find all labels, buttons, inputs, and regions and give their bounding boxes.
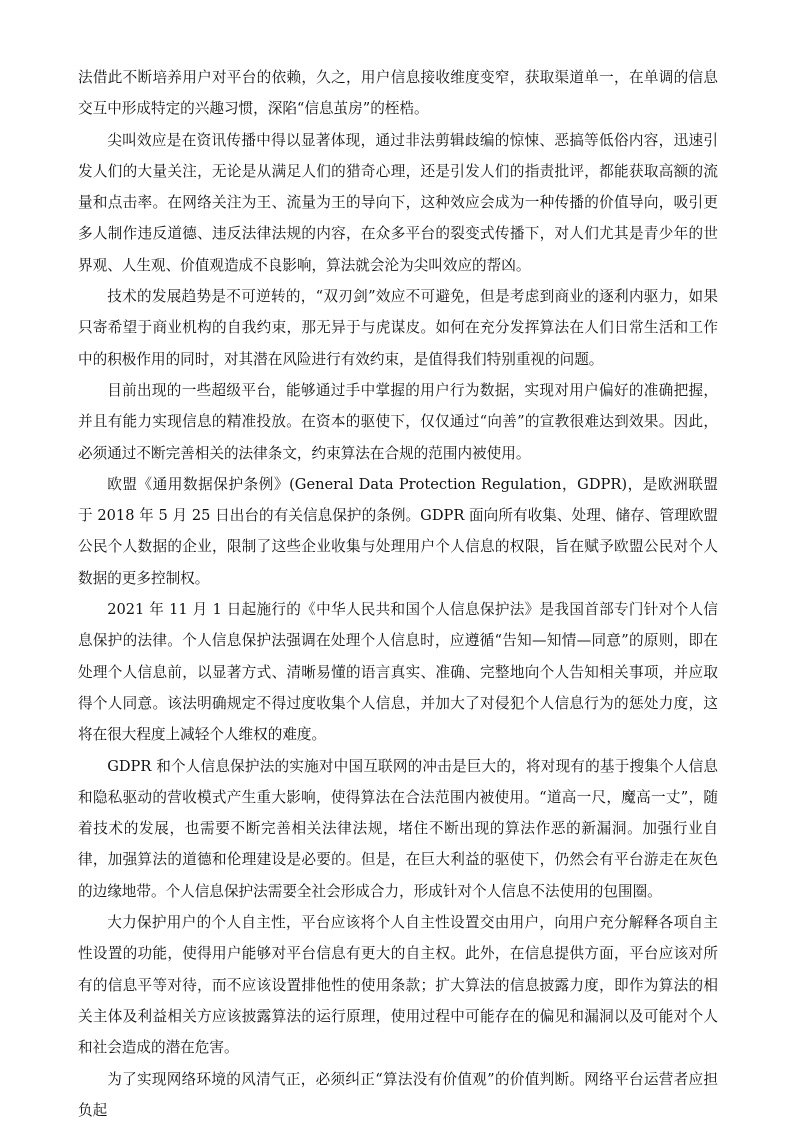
paragraph-double-edged-sword: 技术的发展趋势是不可逆转的，“双刃剑”效应不可避免，但是考虑到商业的逐利内驱力，如果只寄希望于商业机构的自我约束，那无异于与虎谋皮。如何在充分发挥算法在人们日常生活和工作中的积极作用的同时，对其潜在风险进行有效约束，是值得我们特别重视的问题。 <box>78 281 718 375</box>
paragraph-super-platforms: 目前出现的一些超级平台，能够通过手中掌握的用户行为数据，实现对用户偏好的准确把握，并且有能力实现信息的精准投放。在资本的驱使下，仅仅通过“向善”的宣教很难达到效果。因此，必须通过不断完善相关的法律条文，约束算法在合规的范围内被使用。 <box>78 375 718 469</box>
paragraph-scream-effect: 尖叫效应是在资讯传播中得以显著体现，通过非法剪辑歧编的惊悚、恶搞等低俗内容，迅速引发人们的大量关注，无论是从满足人们的猎奇心理，还是引发人们的指责批评，都能获取高额的流量和点击率。在网络关注为王、流量为王的导向下，这种效应会成为一种传播的价值导向，吸引更多人制作违反道德、违反法律法规的内容，在众多平台的裂变式传播下，对人们尤其是青少年的世界观、人生观、价值观造成不良影响，算法就会沦为尖叫效应的帮凶。 <box>78 125 718 281</box>
paragraph-values: 为了实现网络环境的风清气正，必须纠正“算法没有价值观”的价值判断。网络平台运营者应担负起 <box>78 1064 718 1126</box>
document-page <box>78 62 718 1126</box>
paragraph-gdpr: 欧盟《通用数据保护条例》(General Data Protection Regulation，GDPR)，是欧洲联盟于 2018 年 5 月 25 日出台的有关信息保护的条例。GDPR 面向所有收集、处理、储存、管理欧盟公民个人数据的企业，限制了这些企业收集与处理用户个人信息的权限，旨在赋予欧盟公民对个人数据的更多控制权。 <box>78 469 718 594</box>
paragraph-impact: GDPR 和个人信息保护法的实施对中国互联网的冲击是巨大的，将对现有的基于搜集个人信息和隐私驱动的营收模式产生重大影响，使得算法在合法范围内被使用。“道高一尺，魔高一丈”，随着技术的发展，也需要不断完善相关法律法规，堵住不断出现的算法作恶的新漏洞。加强行业自律，加强算法的道德和伦理建设是必要的。但是，在巨大利益的驱使下，仍然会有平台游走在灰色的边缘地带。个人信息保护法需要全社会形成合力，形成针对个人信息不法使用的包围圈。 <box>78 751 718 907</box>
paragraph-pipl: 2021 年 11 月 1 日起施行的《中华人民共和国个人信息保护法》是我国首部专门针对个人信息保护的法律。个人信息保护法强调在处理个人信息时，应遵循“告知—知情—同意”的原则，即在处理个人信息前，以显著方式、清晰易懂的语言真实、准确、完整地向个人告知相关事项，并应取得个人同意。该法明确规定不得过度收集个人信息，并加大了对侵犯个人信息行为的惩处力度，这将在很大程度上减轻个人维权的难度。 <box>78 594 718 750</box>
paragraph-user-autonomy: 大力保护用户的个人自主性，平台应该将个人自主性设置交由用户，向用户充分解释各项自主性设置的功能，使得用户能够对平台信息有更大的自主权。此外，在信息提供方面，平台应该对所有的信息平等对待，而不应该设置排他性的使用条款；扩大算法的信息披露力度，即作为算法的相关主体及利益相关方应该披露算法的运行原理，使用过程中可能存在的偏见和漏洞以及可能对个人和社会造成的潜在危害。 <box>78 907 718 1063</box>
paragraph-continued: 法借此不断培养用户对平台的依赖，久之，用户信息接收维度变窄，获取渠道单一，在单调的信息交互中形成特定的兴趣习惯，深陷“信息茧房”的桎梏。 <box>78 62 718 125</box>
